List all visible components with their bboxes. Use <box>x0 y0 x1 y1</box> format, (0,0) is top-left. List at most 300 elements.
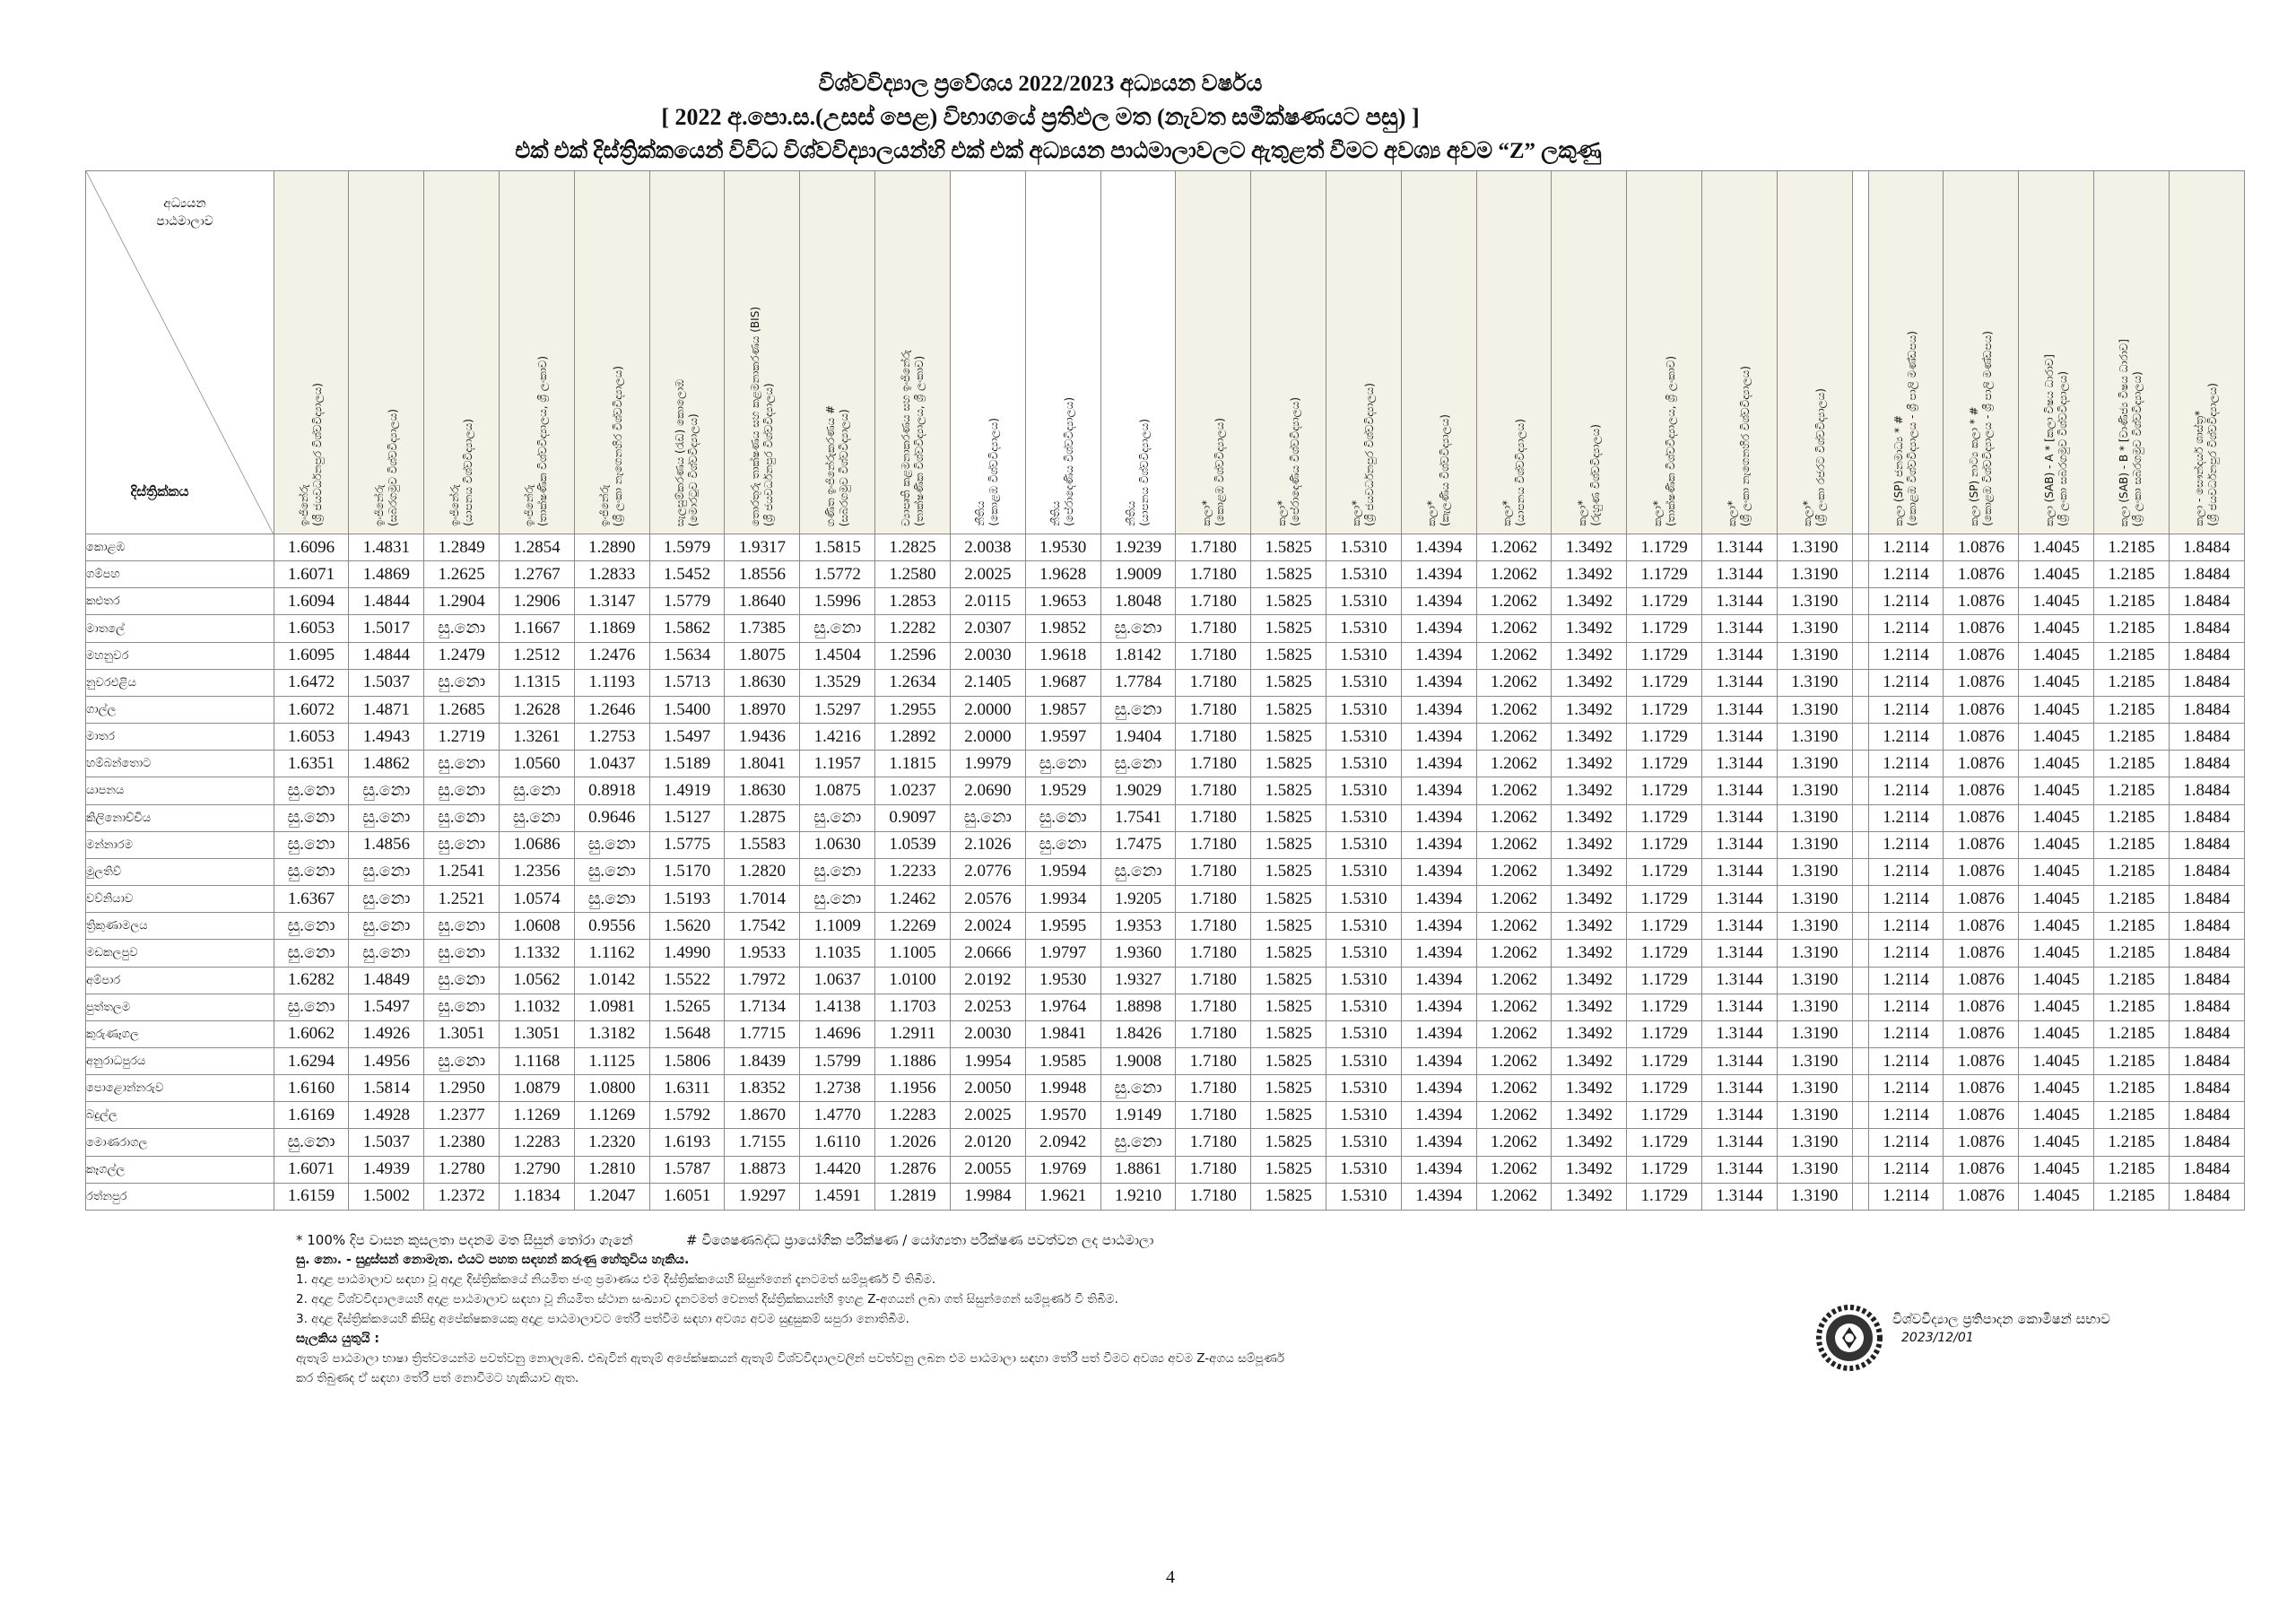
z-score-cell: 1.9530 <box>1025 534 1100 561</box>
z-score-cell: 1.5310 <box>1326 940 1401 967</box>
table-row <box>86 1102 2245 1129</box>
z-score-cell: 1.3492 <box>1552 967 1627 994</box>
z-score-cell: 1.8352 <box>725 1075 800 1102</box>
district-name: නුවරඑළිය <box>86 669 274 696</box>
z-score-cell: 1.2282 <box>875 615 951 642</box>
z-score-cell: 1.5497 <box>349 994 424 1020</box>
z-score-cell: 1.2114 <box>1868 724 1944 751</box>
table-row <box>86 967 2245 994</box>
z-score-cell: 1.2114 <box>1868 940 1944 967</box>
z-score-cell: 1.1815 <box>875 751 951 777</box>
title-line-2: [ 2022 අ.පො.ස.(උසස් පෙළ) විභාගයේ ප්‍රතිඵල මත (නැවත සමීක්ෂණයට පසු) ] <box>661 104 1420 130</box>
table-corner-header <box>86 171 274 534</box>
z-score-cell: 0.9097 <box>875 804 951 831</box>
z-score-cell: 1.9948 <box>1025 1075 1100 1102</box>
z-score-cell: 1.2062 <box>1476 940 1552 967</box>
z-score-cell: 1.4045 <box>2019 804 2094 831</box>
z-score-cell: 1.7134 <box>725 994 800 1020</box>
z-score-cell: 1.3190 <box>1777 1183 1852 1210</box>
table-row <box>86 588 2245 615</box>
z-score-cell: 1.2810 <box>574 1156 649 1183</box>
z-score-cell: 1.9621 <box>1025 1183 1100 1210</box>
z-score-cell: 1.1315 <box>500 669 575 696</box>
z-score-cell: 1.2521 <box>424 886 500 913</box>
z-score-cell: 1.7014 <box>725 886 800 913</box>
z-score-cell: 1.8670 <box>725 1102 800 1129</box>
z-score-cell: 1.2062 <box>1476 831 1552 858</box>
z-score-cell: 1.6160 <box>274 1075 349 1102</box>
z-score-cell: 1.4045 <box>2019 858 2094 885</box>
z-score-cell: සු.නො <box>500 777 575 804</box>
column-header-7 <box>725 171 800 534</box>
column-header-14 <box>1251 171 1326 534</box>
z-score-cell: 1.2853 <box>875 588 951 615</box>
z-score-cell: සු.නො <box>349 913 424 940</box>
z-score-cell: 1.1729 <box>1627 561 1702 588</box>
z-score-cell: 1.7541 <box>1100 804 1176 831</box>
table-row <box>86 1129 2245 1156</box>
z-score-cell: 1.8484 <box>2169 1156 2244 1183</box>
z-score-cell: 1.0800 <box>574 1075 649 1102</box>
z-score-cell: 2.0030 <box>950 1020 1025 1047</box>
z-score-cell: 1.3144 <box>1702 804 1778 831</box>
column-spacer <box>1852 642 1868 669</box>
z-score-cell: 1.4216 <box>800 724 875 751</box>
z-score-cell: 1.2062 <box>1476 804 1552 831</box>
table-row <box>86 696 2245 723</box>
z-score-cell: 1.0237 <box>875 777 951 804</box>
column-header-25 <box>2094 171 2170 534</box>
z-score-cell: සු.නො <box>424 913 500 940</box>
z-score-cell: 1.2185 <box>2094 1156 2170 1183</box>
z-score-cell: 1.8484 <box>2169 669 2244 696</box>
z-score-cell: සු.නො <box>424 940 500 967</box>
district-name: රත්නපුර <box>86 1183 274 1210</box>
z-score-cell: 1.2790 <box>500 1156 575 1183</box>
z-score-cell: 1.2283 <box>875 1102 951 1129</box>
z-score-cell: 1.4394 <box>1401 724 1476 751</box>
z-score-cell: 2.0038 <box>950 534 1025 561</box>
column-header-label: කලා (SP) නාට්‍ය කලා * # (කොළඹ විශ්වවිද්‍යාලය - ශ්‍රී පාලි මණ්ඩපය) <box>1967 331 1994 526</box>
column-header-label: නීතිය (කොළඹ විශ්වවිද්‍යාලය) <box>974 418 1001 526</box>
z-score-cell: 1.7180 <box>1176 1156 1251 1183</box>
z-score-cell: 1.2185 <box>2094 804 2170 831</box>
z-score-cell: 1.2904 <box>424 588 500 615</box>
z-score-cell: සු.නො <box>1100 1075 1176 1102</box>
z-score-cell: 1.5310 <box>1326 1047 1401 1074</box>
z-score-cell: 1.0876 <box>1944 642 2019 669</box>
z-score-cell: 1.4939 <box>349 1156 424 1183</box>
z-score-cell: 1.0876 <box>1944 696 2019 723</box>
z-score-cell: 1.7180 <box>1176 588 1251 615</box>
z-score-cell: 1.2062 <box>1476 642 1552 669</box>
z-score-cell: 1.5825 <box>1251 1156 1326 1183</box>
column-spacer <box>1852 534 1868 561</box>
district-name: පොළොන්නරුව <box>86 1075 274 1102</box>
table-row <box>86 724 2245 751</box>
z-score-cell: 1.3190 <box>1777 615 1852 642</box>
z-score-cell: 1.4045 <box>2019 1047 2094 1074</box>
z-score-cell: 1.7180 <box>1176 777 1251 804</box>
z-score-cell: සු.නො <box>1100 1129 1176 1156</box>
z-score-cell: 1.4394 <box>1401 669 1476 696</box>
z-score-cell: සු.නො <box>1100 696 1176 723</box>
column-header-label: කලා* (රුහුණ විශ්වවිද්‍යාලය) <box>1575 424 1602 526</box>
z-score-cell: 1.2462 <box>875 886 951 913</box>
z-score-cell: 1.2062 <box>1476 886 1552 913</box>
z-score-cell: 1.7180 <box>1176 1183 1251 1210</box>
column-header-label: කලා (SP) ජනමාධ්‍ය * # (කොළඹ විශ්වවිද්‍යාලය - ශ්‍රී පාලි මණ්ඩපය) <box>1892 331 1919 526</box>
z-score-cell: 1.6294 <box>274 1047 349 1074</box>
z-score-cell: 1.3182 <box>574 1020 649 1047</box>
column-header-3 <box>424 171 500 534</box>
z-score-cell: 1.5825 <box>1251 994 1326 1020</box>
z-score-cell: සු.නො <box>1025 831 1100 858</box>
z-score-cell: 1.8142 <box>1100 642 1176 669</box>
district-name: ගම්පහ <box>86 561 274 588</box>
z-score-cell: 1.6472 <box>274 669 349 696</box>
z-score-cell: 1.5792 <box>649 1102 725 1129</box>
column-spacer <box>1852 994 1868 1020</box>
table-row <box>86 1020 2245 1047</box>
footnote-item-3: 3. අදාළ දිස්ත්‍රික්කයෙහි කිසිදු අපේක්ෂකයෙකු අදාළ පාඨමාලාවට තේරී පත්වීම සඳහා අවශ්‍ය අවම සුදුසුකම් සපුරා නොතිබීම. <box>296 1312 909 1326</box>
table-row <box>86 886 2245 913</box>
z-score-cell: 1.2580 <box>875 561 951 588</box>
z-score-cell: 1.1193 <box>574 669 649 696</box>
z-score-cell: සු.නො <box>274 913 349 940</box>
z-score-cell: 1.2062 <box>1476 1156 1552 1183</box>
z-score-cell: 1.6071 <box>274 1156 349 1183</box>
z-score-cell: 1.7180 <box>1176 724 1251 751</box>
z-score-cell: 1.3190 <box>1777 1075 1852 1102</box>
z-score-cell: 1.3492 <box>1552 561 1627 588</box>
z-score-cell: 1.4045 <box>2019 561 2094 588</box>
z-score-cell: 2.1026 <box>950 831 1025 858</box>
z-score-cell: 1.5037 <box>349 1129 424 1156</box>
z-score-cell: 1.0437 <box>574 751 649 777</box>
z-score-cell: 1.8484 <box>2169 1047 2244 1074</box>
z-score-cell: 1.9239 <box>1100 534 1176 561</box>
z-score-cell: 1.3144 <box>1702 642 1778 669</box>
z-score-cell: 1.1269 <box>574 1102 649 1129</box>
z-score-cell: 1.5310 <box>1326 1129 1401 1156</box>
z-score-cell: 1.8484 <box>2169 696 2244 723</box>
z-score-cell: 1.2185 <box>2094 913 2170 940</box>
z-score-cell: 1.8048 <box>1100 588 1176 615</box>
column-spacer <box>1852 171 1868 534</box>
z-score-cell: 1.4696 <box>800 1020 875 1047</box>
z-score-cell: 1.4394 <box>1401 751 1476 777</box>
z-score-cell: 1.5825 <box>1251 696 1326 723</box>
z-score-cell: 1.5799 <box>800 1047 875 1074</box>
z-score-cell: 1.3492 <box>1552 724 1627 751</box>
z-score-cell: 1.2820 <box>725 858 800 885</box>
z-score-cell: 1.2114 <box>1868 913 1944 940</box>
z-score-cell: 1.2185 <box>2094 669 2170 696</box>
z-score-cell: 1.2780 <box>424 1156 500 1183</box>
z-score-cell: 1.8484 <box>2169 886 2244 913</box>
z-score-cell: 1.0876 <box>1944 967 2019 994</box>
z-score-cell: 1.9585 <box>1025 1047 1100 1074</box>
z-score-cell: 1.1729 <box>1627 994 1702 1020</box>
z-score-cell: 1.2876 <box>875 1156 951 1183</box>
z-score-cell: 1.3144 <box>1702 777 1778 804</box>
z-score-cell: 1.2185 <box>2094 858 2170 885</box>
z-score-cell: 1.7180 <box>1176 1047 1251 1074</box>
z-score-cell: 1.4394 <box>1401 696 1476 723</box>
z-score-cell: 1.2114 <box>1868 669 1944 696</box>
z-score-cell: 1.2767 <box>500 561 575 588</box>
z-score-cell: 1.4394 <box>1401 994 1476 1020</box>
column-header-label: ඉංජිනේරු (තාක්ෂණික විශ්වවිද්‍යාලය, ශ්‍රී ලංකාව) <box>523 356 550 526</box>
z-score-cell: 1.4956 <box>349 1047 424 1074</box>
z-score-cell: 1.3144 <box>1702 534 1778 561</box>
z-score-cell: 1.3492 <box>1552 1183 1627 1210</box>
z-score-cell: 1.1729 <box>1627 615 1702 642</box>
z-score-cell: 1.4045 <box>2019 724 2094 751</box>
z-score-cell: සු.නො <box>424 804 500 831</box>
table-row <box>86 1075 2245 1102</box>
z-score-cell: සු.නො <box>1100 858 1176 885</box>
z-score-cell: 1.3492 <box>1552 751 1627 777</box>
z-score-cell: 1.2955 <box>875 696 951 723</box>
z-score-cell: සු.නො <box>1100 751 1176 777</box>
z-score-cell: 1.2062 <box>1476 615 1552 642</box>
z-score-cell: 1.5825 <box>1251 615 1326 642</box>
z-score-cell: 1.4844 <box>349 642 424 669</box>
z-score-cell: 1.7180 <box>1176 913 1251 940</box>
title-line-3: එක් එක් දිස්ත්‍රික්කයෙන් විවිධ විශ්වවිද්‍යාලයන්හි එක් එක් අධ්‍යයන පාඨමාලාවලට ඇතුළත් වීමට අවශ්‍ය අවම “Z” ලකුණු <box>515 139 1602 163</box>
z-score-cell: 1.9149 <box>1100 1102 1176 1129</box>
z-score-cell: 1.0879 <box>500 1075 575 1102</box>
z-score-cell: 1.6311 <box>649 1075 725 1102</box>
z-score-cell: 1.4919 <box>649 777 725 804</box>
z-score-cell: 1.6159 <box>274 1183 349 1210</box>
z-score-cell: 1.8556 <box>725 561 800 588</box>
z-score-cell: 1.2114 <box>1868 1075 1944 1102</box>
z-score-cell: 1.5452 <box>649 561 725 588</box>
z-score-cell: 1.5825 <box>1251 534 1326 561</box>
z-score-cell: 1.3190 <box>1777 967 1852 994</box>
z-score-cell: 1.3492 <box>1552 1102 1627 1129</box>
z-score-cell: 1.3144 <box>1702 1075 1778 1102</box>
z-score-cell: 1.7180 <box>1176 858 1251 885</box>
z-score-cell: 1.4394 <box>1401 642 1476 669</box>
district-name: කෑගල්ල <box>86 1156 274 1183</box>
z-score-cell: 1.3144 <box>1702 913 1778 940</box>
z-score-cell: 1.2062 <box>1476 1129 1552 1156</box>
z-score-cell: 1.7180 <box>1176 940 1251 967</box>
z-score-cell: 1.2320 <box>574 1129 649 1156</box>
z-score-cell: සු.නො <box>1025 751 1100 777</box>
z-score-cell: 1.3190 <box>1777 886 1852 913</box>
column-header-label: කලා (SAB) - B * [වාණිජ්‍ය විෂය ධාරාව] (ශ්‍රී ලංකා සබරගමුව විශ්වවිද්‍යාලය) <box>2118 338 2144 526</box>
z-score-cell: 1.3144 <box>1702 1183 1778 1210</box>
column-header-label: ඉංජිනේරු (යාපනය විශ්වවිද්‍යාලය) <box>448 419 474 526</box>
z-score-cell: 1.5265 <box>649 994 725 1020</box>
z-score-cell: 2.0024 <box>950 913 1025 940</box>
z-score-cell: 1.4045 <box>2019 669 2094 696</box>
column-header-label: නීතිය (පේරාදෙණිය විශ්වවිද්‍යාලය) <box>1049 397 1076 526</box>
z-score-cell: 1.2185 <box>2094 831 2170 858</box>
z-score-cell: 1.4394 <box>1401 1020 1476 1047</box>
z-score-cell: 1.9360 <box>1100 940 1176 967</box>
z-score-cell: 1.5400 <box>649 696 725 723</box>
z-score-cell: 1.7180 <box>1176 669 1251 696</box>
z-score-cell: 1.4770 <box>800 1102 875 1129</box>
z-score-cell: 1.2476 <box>574 642 649 669</box>
z-score-cell: 1.1035 <box>800 940 875 967</box>
z-score-cell: 1.7155 <box>725 1129 800 1156</box>
z-score-cell: 1.3492 <box>1552 534 1627 561</box>
z-score-cell: 1.1729 <box>1627 1020 1702 1047</box>
z-score-cell: සු.නො <box>800 615 875 642</box>
z-score-cell: 1.4138 <box>800 994 875 1020</box>
z-score-cell: 1.9404 <box>1100 724 1176 751</box>
z-score-cell: 1.8484 <box>2169 1183 2244 1210</box>
z-score-cell: 1.2062 <box>1476 1020 1552 1047</box>
z-score-cell: 1.2825 <box>875 534 951 561</box>
z-score-cell: 1.8484 <box>2169 858 2244 885</box>
z-score-cell: 1.2114 <box>1868 1102 1944 1129</box>
z-score-cell: 1.1032 <box>500 994 575 1020</box>
z-score-cell: 1.2114 <box>1868 615 1944 642</box>
z-score-cell: 1.8484 <box>2169 940 2244 967</box>
column-spacer <box>1852 1047 1868 1074</box>
z-score-cell: 1.0876 <box>1944 994 2019 1020</box>
district-name: මාතර <box>86 724 274 751</box>
z-score-cell: සු.නො <box>424 777 500 804</box>
z-score-cell: 1.1834 <box>500 1183 575 1210</box>
z-score-cell: 1.9327 <box>1100 967 1176 994</box>
z-score-cell: 1.3190 <box>1777 1156 1852 1183</box>
column-header-label: කලා - සෞන්දර්ය ශාස්ත්‍ර* (ශ්‍රී ජයවර්ධනපුර විශ්වවිද්‍යාලය) <box>2193 383 2220 526</box>
z-score-cell: 1.1703 <box>875 994 951 1020</box>
footnotes <box>296 1230 1659 1388</box>
table-row <box>86 777 2245 804</box>
z-score-cell: 1.5825 <box>1251 588 1326 615</box>
z-score-cell: 1.7180 <box>1176 615 1251 642</box>
z-score-cell: 1.2114 <box>1868 886 1944 913</box>
column-spacer <box>1852 1156 1868 1183</box>
z-score-cell: 1.2062 <box>1476 1075 1552 1102</box>
z-score-cell: 1.2185 <box>2094 561 2170 588</box>
z-score-cell: 1.9205 <box>1100 886 1176 913</box>
z-score-cell: 2.0025 <box>950 1102 1025 1129</box>
z-score-cell: සු.නො <box>349 858 424 885</box>
z-score-cell: 1.5779 <box>649 588 725 615</box>
z-score-cell: 1.5648 <box>649 1020 725 1047</box>
z-score-cell: 1.3144 <box>1702 1047 1778 1074</box>
column-header-label: කලා (SAB) - A * [කලා විෂය ධාරාව] (ශ්‍රී ලංකා සබරගමුව විශ්වවිද්‍යාලය) <box>2042 354 2069 526</box>
z-score-cell: 2.0192 <box>950 967 1025 994</box>
z-score-cell: 1.6071 <box>274 561 349 588</box>
z-score-cell: 1.5497 <box>649 724 725 751</box>
z-score-cell: 1.9529 <box>1025 777 1100 804</box>
z-score-cell: 1.2377 <box>424 1102 500 1129</box>
z-score-cell: 1.6193 <box>649 1129 725 1156</box>
z-score-cell: සු.නො <box>950 804 1025 831</box>
z-score-cell: 0.9646 <box>574 804 649 831</box>
z-score-cell: 1.2185 <box>2094 724 2170 751</box>
z-score-cell: 1.2911 <box>875 1020 951 1047</box>
z-score-cell: 2.0120 <box>950 1129 1025 1156</box>
z-score-cell: 1.2185 <box>2094 1183 2170 1210</box>
z-score-cell: 1.3144 <box>1702 858 1778 885</box>
z-score-cell: 2.0000 <box>950 696 1025 723</box>
z-score-cell: 1.7972 <box>725 967 800 994</box>
z-score-cell: 1.5310 <box>1326 831 1401 858</box>
z-score-cell: 1.6095 <box>274 642 349 669</box>
z-score-cell: 1.1729 <box>1627 940 1702 967</box>
z-score-table <box>85 170 2245 1211</box>
z-score-cell: 1.1269 <box>500 1102 575 1129</box>
z-score-cell: 1.8484 <box>2169 615 2244 642</box>
z-score-cell: 1.5787 <box>649 1156 725 1183</box>
z-score-cell: 2.0942 <box>1025 1129 1100 1156</box>
z-score-cell: 1.4394 <box>1401 777 1476 804</box>
z-score-cell: 1.4045 <box>2019 967 2094 994</box>
z-score-cell: 1.4045 <box>2019 777 2094 804</box>
z-score-cell: 2.1405 <box>950 669 1025 696</box>
corner-district-label: දිස්ත්‍රික්කය <box>130 483 189 499</box>
z-score-cell: සු.නො <box>424 669 500 696</box>
z-score-cell: සු.නො <box>574 886 649 913</box>
z-score-cell: 1.4045 <box>2019 534 2094 561</box>
z-score-cell: 1.7180 <box>1176 804 1251 831</box>
column-header-label: නීතිය (යාපනය විශ්වවිද්‍යාලය) <box>1124 419 1151 526</box>
z-score-cell: 1.9297 <box>725 1183 800 1210</box>
z-score-cell: 1.3144 <box>1702 1102 1778 1129</box>
z-score-cell: 1.9797 <box>1025 940 1100 967</box>
column-spacer <box>1852 804 1868 831</box>
z-score-cell: 1.5825 <box>1251 1075 1326 1102</box>
z-score-cell: 1.6094 <box>274 588 349 615</box>
z-score-cell: 1.9628 <box>1025 561 1100 588</box>
z-score-cell: 1.2114 <box>1868 642 1944 669</box>
z-score-cell: 1.5310 <box>1326 777 1401 804</box>
z-score-cell: 1.5310 <box>1326 751 1401 777</box>
z-score-cell: 1.5310 <box>1326 1020 1401 1047</box>
z-score-cell: 1.2114 <box>1868 858 1944 885</box>
z-score-cell: 1.0981 <box>574 994 649 1020</box>
district-name: හම්බන්තොට <box>86 751 274 777</box>
z-score-cell: 1.2596 <box>875 642 951 669</box>
z-score-cell: 1.5310 <box>1326 642 1401 669</box>
z-score-cell: 1.2185 <box>2094 967 2170 994</box>
z-score-cell: 1.3492 <box>1552 913 1627 940</box>
z-score-cell: 1.8970 <box>725 696 800 723</box>
z-score-cell: 1.4045 <box>2019 831 2094 858</box>
z-score-cell: 1.3492 <box>1552 858 1627 885</box>
column-header-label: කලා* (ශ්‍රී ලංකා නැගෙනහිර විශ්වවිද්‍යාලය) <box>1726 365 1752 526</box>
z-score-cell: 1.3492 <box>1552 831 1627 858</box>
z-score-cell: 1.1729 <box>1627 777 1702 804</box>
z-score-cell: 0.8918 <box>574 777 649 804</box>
z-score-cell: 1.3144 <box>1702 561 1778 588</box>
z-score-cell: 1.0876 <box>1944 724 2019 751</box>
z-score-cell: 1.6053 <box>274 724 349 751</box>
z-score-cell: 1.0876 <box>1944 1020 2019 1047</box>
z-score-cell: සු.නො <box>274 804 349 831</box>
district-name: මාතලේ <box>86 615 274 642</box>
table-row <box>86 1183 2245 1210</box>
column-header-18 <box>1552 171 1627 534</box>
district-name: කළුතර <box>86 588 274 615</box>
z-score-cell: 1.9533 <box>725 940 800 967</box>
z-score-cell: 1.9530 <box>1025 967 1100 994</box>
z-score-cell: 1.4591 <box>800 1183 875 1210</box>
